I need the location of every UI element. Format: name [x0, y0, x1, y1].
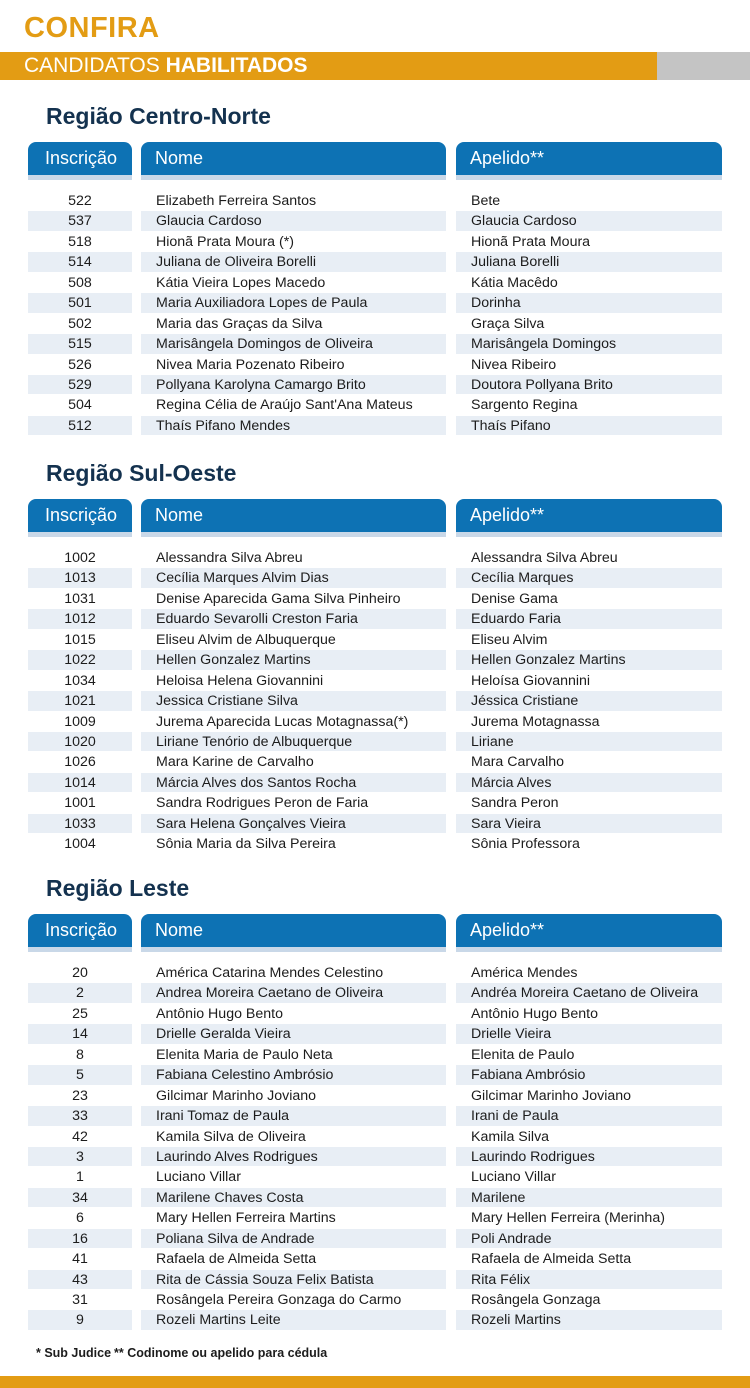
cell-nome: Maria das Graças da Silva	[141, 314, 446, 334]
column-header-apelido: Apelido**	[456, 499, 722, 532]
table-row	[0, 1045, 750, 1065]
region-title: Região Sul-Oeste	[46, 460, 237, 486]
page-title: CONFIRA	[24, 12, 160, 44]
cell-inscricao: 2	[28, 983, 132, 1003]
cell-nome: Eliseu Alvim de Albuquerque	[141, 630, 446, 650]
table-row	[0, 375, 750, 395]
cell-apelido: Hionã Prata Moura	[456, 232, 722, 252]
table-row	[0, 732, 750, 752]
cell-apelido: Dorinha	[456, 293, 722, 313]
cell-inscricao: 33	[28, 1106, 132, 1126]
cell-nome: Gilcimar Marinho Joviano	[141, 1086, 446, 1106]
bottom-bar	[0, 1376, 750, 1388]
region-title: Região Centro-Norte	[46, 103, 271, 129]
column-header-inscricao: Inscrição	[28, 142, 132, 175]
column-header-nome: Nome	[141, 142, 446, 175]
table-row	[0, 1004, 750, 1024]
table-row	[0, 589, 750, 609]
cell-inscricao: 16	[28, 1229, 132, 1249]
cell-nome: Elenita Maria de Paulo Neta	[141, 1045, 446, 1065]
cell-inscricao: 501	[28, 293, 132, 313]
cell-nome: Cecília Marques Alvim Dias	[141, 568, 446, 588]
table-row	[0, 1310, 750, 1330]
cell-apelido: Hellen Gonzalez Martins	[456, 650, 722, 670]
cell-apelido: Gilcimar Marinho Joviano	[456, 1086, 722, 1106]
cell-apelido: Eduardo Faria	[456, 609, 722, 629]
cell-inscricao: 526	[28, 355, 132, 375]
table-row	[0, 691, 750, 711]
column-header-nome: Nome	[141, 914, 446, 947]
cell-inscricao: 518	[28, 232, 132, 252]
cell-nome: Alessandra Silva Abreu	[141, 548, 446, 568]
cell-nome: América Catarina Mendes Celestino	[141, 963, 446, 983]
cell-nome: Elizabeth Ferreira Santos	[141, 191, 446, 211]
cell-inscricao: 1033	[28, 814, 132, 834]
cell-inscricao: 514	[28, 252, 132, 272]
subtitle-bold: HABILITADOS	[165, 54, 308, 77]
cell-inscricao: 502	[28, 314, 132, 334]
cell-nome: Luciano Villar	[141, 1167, 446, 1187]
cell-apelido: Graça Silva	[456, 314, 722, 334]
table-row	[0, 1270, 750, 1290]
cell-apelido: Eliseu Alvim	[456, 630, 722, 650]
cell-inscricao: 508	[28, 273, 132, 293]
cell-apelido: Kátia Macêdo	[456, 273, 722, 293]
cell-inscricao: 1001	[28, 793, 132, 813]
column-header-nome: Nome	[141, 499, 446, 532]
table-row	[0, 355, 750, 375]
cell-apelido: Thaís Pifano	[456, 416, 722, 436]
cell-inscricao: 23	[28, 1086, 132, 1106]
table-row	[0, 963, 750, 983]
cell-apelido: Irani de Paula	[456, 1106, 722, 1126]
cell-apelido: Cecília Marques	[456, 568, 722, 588]
cell-inscricao: 1009	[28, 712, 132, 732]
table-row	[0, 1188, 750, 1208]
cell-apelido: Elenita de Paulo	[456, 1045, 722, 1065]
cell-nome: Rozeli Martins Leite	[141, 1310, 446, 1330]
cell-apelido: Márcia Alves	[456, 773, 722, 793]
cell-apelido: Jurema Motagnassa	[456, 712, 722, 732]
table-row	[0, 773, 750, 793]
table-row	[0, 1167, 750, 1187]
subtitle-bar-end	[657, 52, 750, 80]
cell-nome: Márcia Alves dos Santos Rocha	[141, 773, 446, 793]
cell-nome: Pollyana Karolyna Camargo Brito	[141, 375, 446, 395]
cell-inscricao: 9	[28, 1310, 132, 1330]
cell-inscricao: 1002	[28, 548, 132, 568]
cell-inscricao: 1012	[28, 609, 132, 629]
table-row	[0, 1290, 750, 1310]
table-row	[0, 395, 750, 415]
cell-nome: Drielle Geralda Vieira	[141, 1024, 446, 1044]
cell-apelido: Heloísa Giovannini	[456, 671, 722, 691]
cell-nome: Kamila Silva de Oliveira	[141, 1127, 446, 1147]
table-row	[0, 1106, 750, 1126]
cell-nome: Marilene Chaves Costa	[141, 1188, 446, 1208]
cell-inscricao: 1021	[28, 691, 132, 711]
cell-inscricao: 1015	[28, 630, 132, 650]
table-row	[0, 416, 750, 436]
cell-inscricao: 8	[28, 1045, 132, 1065]
cell-inscricao: 512	[28, 416, 132, 436]
cell-apelido: Marisângela Domingos	[456, 334, 722, 354]
cell-inscricao: 529	[28, 375, 132, 395]
cell-nome: Sandra Rodrigues Peron de Faria	[141, 793, 446, 813]
cell-apelido: Nivea Ribeiro	[456, 355, 722, 375]
cell-apelido: Marilene	[456, 1188, 722, 1208]
cell-inscricao: 515	[28, 334, 132, 354]
cell-apelido: Rita Félix	[456, 1270, 722, 1290]
cell-nome: Mary Hellen Ferreira Martins	[141, 1208, 446, 1228]
cell-apelido: Sara Vieira	[456, 814, 722, 834]
table-row	[0, 671, 750, 691]
cell-inscricao: 1013	[28, 568, 132, 588]
cell-nome: Maria Auxiliadora Lopes de Paula	[141, 293, 446, 313]
table-row	[0, 1249, 750, 1269]
cell-apelido: Poli Andrade	[456, 1229, 722, 1249]
cell-inscricao: 1022	[28, 650, 132, 670]
cell-nome: Sara Helena Gonçalves Vieira	[141, 814, 446, 834]
table-row	[0, 1024, 750, 1044]
cell-nome: Kátia Vieira Lopes Macedo	[141, 273, 446, 293]
cell-apelido: Rozeli Martins	[456, 1310, 722, 1330]
cell-apelido: Bete	[456, 191, 722, 211]
cell-nome: Rafaela de Almeida Setta	[141, 1249, 446, 1269]
footnote-codinome: ** Codinome ou apelido para cédula	[114, 1346, 328, 1360]
column-header-inscricao: Inscrição	[28, 914, 132, 947]
cell-apelido: Luciano Villar	[456, 1167, 722, 1187]
table-row	[0, 983, 750, 1003]
cell-apelido: Laurindo Rodrigues	[456, 1147, 722, 1167]
table-row	[0, 191, 750, 211]
table-row	[0, 211, 750, 231]
cell-apelido: Glaucia Cardoso	[456, 211, 722, 231]
cell-apelido: Sargento Regina	[456, 395, 722, 415]
cell-inscricao: 3	[28, 1147, 132, 1167]
table-row	[0, 1086, 750, 1106]
column-header-apelido: Apelido**	[456, 142, 722, 175]
table-row	[0, 273, 750, 293]
cell-inscricao: 537	[28, 211, 132, 231]
cell-apelido: Mary Hellen Ferreira (Merinha)	[456, 1208, 722, 1228]
cell-nome: Irani Tomaz de Paula	[141, 1106, 446, 1126]
cell-inscricao: 34	[28, 1188, 132, 1208]
table-row	[0, 1147, 750, 1167]
cell-inscricao: 43	[28, 1270, 132, 1290]
table-row	[0, 1208, 750, 1228]
cell-nome: Liriane Tenório de Albuquerque	[141, 732, 446, 752]
table-row	[0, 752, 750, 772]
cell-apelido: Juliana Borelli	[456, 252, 722, 272]
table-row	[0, 252, 750, 272]
cell-apelido: Alessandra Silva Abreu	[456, 548, 722, 568]
cell-nome: Juliana de Oliveira Borelli	[141, 252, 446, 272]
cell-inscricao: 1034	[28, 671, 132, 691]
table-row	[0, 232, 750, 252]
subtitle-normal: CANDIDATOS	[24, 54, 166, 77]
cell-inscricao: 1026	[28, 752, 132, 772]
cell-nome: Hionã Prata Moura (*)	[141, 232, 446, 252]
cell-nome: Poliana Silva de Andrade	[141, 1229, 446, 1249]
cell-apelido: Mara Carvalho	[456, 752, 722, 772]
table-body	[0, 963, 750, 1331]
column-header-inscricao: Inscrição	[28, 499, 132, 532]
table-body	[0, 191, 750, 436]
cell-nome: Laurindo Alves Rodrigues	[141, 1147, 446, 1167]
cell-nome: Jessica Cristiane Silva	[141, 691, 446, 711]
table-row	[0, 293, 750, 313]
region-title: Região Leste	[46, 875, 190, 901]
table-row	[0, 1229, 750, 1249]
cell-inscricao: 31	[28, 1290, 132, 1310]
cell-apelido: Doutora Pollyana Brito	[456, 375, 722, 395]
cell-apelido: Rafaela de Almeida Setta	[456, 1249, 722, 1269]
cell-nome: Andrea Moreira Caetano de Oliveira	[141, 983, 446, 1003]
cell-nome: Hellen Gonzalez Martins	[141, 650, 446, 670]
cell-inscricao: 6	[28, 1208, 132, 1228]
cell-inscricao: 1014	[28, 773, 132, 793]
table-row	[0, 1065, 750, 1085]
cell-nome: Jurema Aparecida Lucas Motagnassa(*)	[141, 712, 446, 732]
cell-nome: Eduardo Sevarolli Creston Faria	[141, 609, 446, 629]
cell-inscricao: 20	[28, 963, 132, 983]
cell-apelido: Sônia Professora	[456, 834, 722, 854]
cell-nome: Regina Célia de Araújo Sant'Ana Mateus	[141, 395, 446, 415]
cell-apelido: Sandra Peron	[456, 793, 722, 813]
cell-apelido: Kamila Silva	[456, 1127, 722, 1147]
cell-inscricao: 522	[28, 191, 132, 211]
cell-nome: Antônio Hugo Bento	[141, 1004, 446, 1024]
cell-inscricao: 42	[28, 1127, 132, 1147]
table-row	[0, 650, 750, 670]
cell-inscricao: 14	[28, 1024, 132, 1044]
cell-nome: Nivea Maria Pozenato Ribeiro	[141, 355, 446, 375]
cell-nome: Sônia Maria da Silva Pereira	[141, 834, 446, 854]
cell-apelido: Denise Gama	[456, 589, 722, 609]
page-subtitle	[24, 54, 308, 78]
cell-nome: Mara Karine de Carvalho	[141, 752, 446, 772]
table-row	[0, 630, 750, 650]
table-row	[0, 793, 750, 813]
cell-nome: Rita de Cássia Souza Felix Batista	[141, 1270, 446, 1290]
cell-apelido: Antônio Hugo Bento	[456, 1004, 722, 1024]
cell-nome: Marisângela Domingos de Oliveira	[141, 334, 446, 354]
table-row	[0, 814, 750, 834]
cell-apelido: Rosângela Gonzaga	[456, 1290, 722, 1310]
cell-apelido: Jéssica Cristiane	[456, 691, 722, 711]
cell-inscricao: 5	[28, 1065, 132, 1085]
table-row	[0, 1127, 750, 1147]
table-body	[0, 548, 750, 855]
cell-inscricao: 1031	[28, 589, 132, 609]
cell-inscricao: 1020	[28, 732, 132, 752]
table-row	[0, 334, 750, 354]
cell-nome: Heloisa Helena Giovannini	[141, 671, 446, 691]
cell-inscricao: 1	[28, 1167, 132, 1187]
cell-nome: Rosângela Pereira Gonzaga do Carmo	[141, 1290, 446, 1310]
cell-inscricao: 25	[28, 1004, 132, 1024]
cell-apelido: América Mendes	[456, 963, 722, 983]
table-row	[0, 712, 750, 732]
cell-nome: Thaís Pifano Mendes	[141, 416, 446, 436]
table-row	[0, 609, 750, 629]
table-row	[0, 548, 750, 568]
table-row	[0, 314, 750, 334]
cell-apelido: Fabiana Ambrósio	[456, 1065, 722, 1085]
cell-inscricao: 1004	[28, 834, 132, 854]
column-header-apelido: Apelido**	[456, 914, 722, 947]
cell-nome: Fabiana Celestino Ambrósio	[141, 1065, 446, 1085]
cell-inscricao: 504	[28, 395, 132, 415]
table-row	[0, 568, 750, 588]
cell-apelido: Andréa Moreira Caetano de Oliveira	[456, 983, 722, 1003]
cell-inscricao: 41	[28, 1249, 132, 1269]
cell-apelido: Liriane	[456, 732, 722, 752]
footnote-sub-judice: * Sub Judice	[36, 1346, 112, 1360]
table-row	[0, 834, 750, 854]
cell-nome: Glaucia Cardoso	[141, 211, 446, 231]
cell-nome: Denise Aparecida Gama Silva Pinheiro	[141, 589, 446, 609]
cell-apelido: Drielle Vieira	[456, 1024, 722, 1044]
